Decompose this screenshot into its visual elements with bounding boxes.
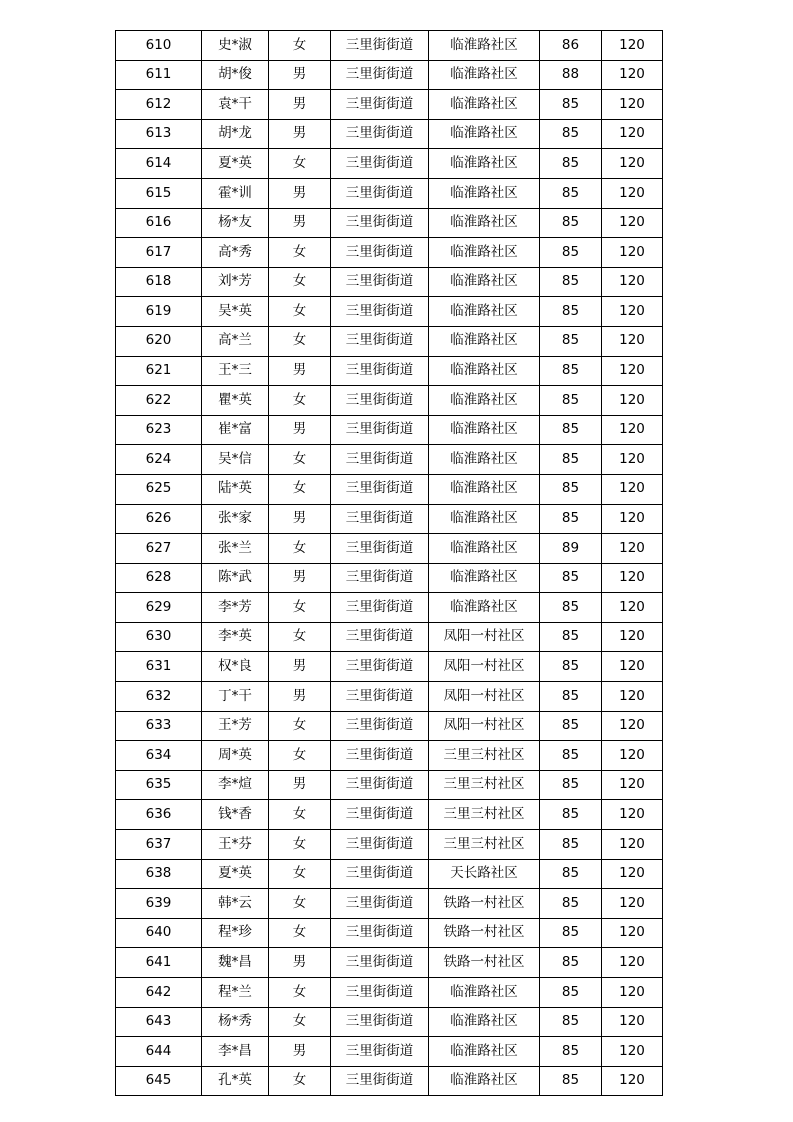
table-row <box>116 889 663 919</box>
table-row <box>116 978 663 1008</box>
amount-cell: 120 <box>602 682 663 712</box>
age-cell: 85 <box>540 1037 602 1067</box>
table-row <box>116 652 663 682</box>
table-row <box>116 386 663 416</box>
name-cell: 崔*富 <box>202 415 269 445</box>
street-cell: 三里街街道 <box>331 504 429 534</box>
row-number-cell: 612 <box>116 90 202 120</box>
age-cell: 89 <box>540 534 602 564</box>
age-cell: 85 <box>540 830 602 860</box>
name-cell: 高*兰 <box>202 326 269 356</box>
street-cell: 三里街街道 <box>331 31 429 61</box>
amount-cell: 120 <box>602 1066 663 1096</box>
table-row <box>116 859 663 889</box>
community-cell: 临淮路社区 <box>429 178 540 208</box>
gender-cell: 女 <box>269 622 331 652</box>
age-cell: 85 <box>540 770 602 800</box>
gender-cell: 女 <box>269 326 331 356</box>
amount-cell: 120 <box>602 741 663 771</box>
gender-cell: 女 <box>269 1066 331 1096</box>
name-cell: 李*芳 <box>202 593 269 623</box>
row-number-cell: 640 <box>116 918 202 948</box>
community-cell: 凤阳一村社区 <box>429 652 540 682</box>
community-cell: 临淮路社区 <box>429 1007 540 1037</box>
gender-cell: 女 <box>269 830 331 860</box>
gender-cell: 女 <box>269 800 331 830</box>
row-number-cell: 641 <box>116 948 202 978</box>
row-number-cell: 643 <box>116 1007 202 1037</box>
age-cell: 85 <box>540 356 602 386</box>
community-cell: 临淮路社区 <box>429 445 540 475</box>
name-cell: 韩*云 <box>202 889 269 919</box>
street-cell: 三里街街道 <box>331 800 429 830</box>
community-cell: 三里三村社区 <box>429 800 540 830</box>
table-row <box>116 1007 663 1037</box>
name-cell: 李*英 <box>202 622 269 652</box>
table-row <box>116 563 663 593</box>
amount-cell: 120 <box>602 504 663 534</box>
name-cell: 杨*友 <box>202 208 269 238</box>
name-cell: 李*昌 <box>202 1037 269 1067</box>
gender-cell: 男 <box>269 504 331 534</box>
name-cell: 王*芳 <box>202 711 269 741</box>
table-row <box>116 31 663 61</box>
name-cell: 程*珍 <box>202 918 269 948</box>
gender-cell: 女 <box>269 31 331 61</box>
gender-cell: 男 <box>269 682 331 712</box>
row-number-cell: 633 <box>116 711 202 741</box>
gender-cell: 女 <box>269 711 331 741</box>
street-cell: 三里街街道 <box>331 563 429 593</box>
street-cell: 三里街街道 <box>331 1066 429 1096</box>
age-cell: 85 <box>540 474 602 504</box>
amount-cell: 120 <box>602 918 663 948</box>
table-row <box>116 474 663 504</box>
row-number-cell: 627 <box>116 534 202 564</box>
amount-cell: 120 <box>602 297 663 327</box>
table-row <box>116 356 663 386</box>
amount-cell: 120 <box>602 326 663 356</box>
amount-cell: 120 <box>602 31 663 61</box>
table-row <box>116 238 663 268</box>
community-cell: 凤阳一村社区 <box>429 711 540 741</box>
amount-cell: 120 <box>602 149 663 179</box>
name-cell: 陆*英 <box>202 474 269 504</box>
row-number-cell: 631 <box>116 652 202 682</box>
community-cell: 临淮路社区 <box>429 415 540 445</box>
community-cell: 天长路社区 <box>429 859 540 889</box>
row-number-cell: 636 <box>116 800 202 830</box>
amount-cell: 120 <box>602 770 663 800</box>
row-number-cell: 611 <box>116 60 202 90</box>
street-cell: 三里街街道 <box>331 208 429 238</box>
row-number-cell: 619 <box>116 297 202 327</box>
amount-cell: 120 <box>602 948 663 978</box>
table-row <box>116 830 663 860</box>
gender-cell: 男 <box>269 178 331 208</box>
name-cell: 刘*芳 <box>202 267 269 297</box>
table-row <box>116 711 663 741</box>
community-cell: 铁路一村社区 <box>429 918 540 948</box>
community-cell: 临淮路社区 <box>429 1037 540 1067</box>
table-row <box>116 149 663 179</box>
street-cell: 三里街街道 <box>331 119 429 149</box>
community-cell: 三里三村社区 <box>429 770 540 800</box>
age-cell: 85 <box>540 889 602 919</box>
amount-cell: 120 <box>602 208 663 238</box>
name-cell: 杨*秀 <box>202 1007 269 1037</box>
row-number-cell: 621 <box>116 356 202 386</box>
name-cell: 高*秀 <box>202 238 269 268</box>
street-cell: 三里街街道 <box>331 682 429 712</box>
age-cell: 85 <box>540 178 602 208</box>
age-cell: 85 <box>540 682 602 712</box>
age-cell: 85 <box>540 119 602 149</box>
row-number-cell: 637 <box>116 830 202 860</box>
gender-cell: 男 <box>269 60 331 90</box>
age-cell: 85 <box>540 800 602 830</box>
community-cell: 三里三村社区 <box>429 741 540 771</box>
amount-cell: 120 <box>602 1037 663 1067</box>
age-cell: 85 <box>540 445 602 475</box>
row-number-cell: 635 <box>116 770 202 800</box>
age-cell: 85 <box>540 1066 602 1096</box>
community-cell: 临淮路社区 <box>429 978 540 1008</box>
row-number-cell: 625 <box>116 474 202 504</box>
row-number-cell: 629 <box>116 593 202 623</box>
gender-cell: 男 <box>269 948 331 978</box>
street-cell: 三里街街道 <box>331 741 429 771</box>
age-cell: 85 <box>540 622 602 652</box>
name-cell: 张*家 <box>202 504 269 534</box>
amount-cell: 120 <box>602 474 663 504</box>
community-cell: 临淮路社区 <box>429 90 540 120</box>
street-cell: 三里街街道 <box>331 889 429 919</box>
street-cell: 三里街街道 <box>331 415 429 445</box>
gender-cell: 女 <box>269 149 331 179</box>
community-cell: 临淮路社区 <box>429 267 540 297</box>
name-cell: 袁*干 <box>202 90 269 120</box>
row-number-cell: 639 <box>116 889 202 919</box>
community-cell: 临淮路社区 <box>429 563 540 593</box>
street-cell: 三里街街道 <box>331 859 429 889</box>
name-cell: 霍*训 <box>202 178 269 208</box>
age-cell: 85 <box>540 593 602 623</box>
name-cell: 瞿*英 <box>202 386 269 416</box>
row-number-cell: 644 <box>116 1037 202 1067</box>
amount-cell: 120 <box>602 60 663 90</box>
table-row <box>116 948 663 978</box>
amount-cell: 120 <box>602 534 663 564</box>
street-cell: 三里街街道 <box>331 918 429 948</box>
age-cell: 85 <box>540 208 602 238</box>
age-cell: 85 <box>540 386 602 416</box>
name-cell: 丁*干 <box>202 682 269 712</box>
community-cell: 临淮路社区 <box>429 297 540 327</box>
age-cell: 85 <box>540 90 602 120</box>
community-cell: 临淮路社区 <box>429 534 540 564</box>
age-cell: 85 <box>540 711 602 741</box>
street-cell: 三里街街道 <box>331 90 429 120</box>
row-number-cell: 632 <box>116 682 202 712</box>
roster-table <box>115 30 663 1096</box>
row-number-cell: 645 <box>116 1066 202 1096</box>
name-cell: 史*淑 <box>202 31 269 61</box>
name-cell: 程*兰 <box>202 978 269 1008</box>
gender-cell: 女 <box>269 889 331 919</box>
street-cell: 三里街街道 <box>331 149 429 179</box>
street-cell: 三里街街道 <box>331 356 429 386</box>
community-cell: 凤阳一村社区 <box>429 682 540 712</box>
table-row <box>116 297 663 327</box>
community-cell: 临淮路社区 <box>429 208 540 238</box>
table-row <box>116 593 663 623</box>
name-cell: 王*芬 <box>202 830 269 860</box>
gender-cell: 男 <box>269 415 331 445</box>
street-cell: 三里街街道 <box>331 386 429 416</box>
street-cell: 三里街街道 <box>331 474 429 504</box>
age-cell: 85 <box>540 978 602 1008</box>
amount-cell: 120 <box>602 1007 663 1037</box>
age-cell: 85 <box>540 297 602 327</box>
row-number-cell: 642 <box>116 978 202 1008</box>
row-number-cell: 613 <box>116 119 202 149</box>
name-cell: 钱*香 <box>202 800 269 830</box>
community-cell: 临淮路社区 <box>429 60 540 90</box>
age-cell: 88 <box>540 60 602 90</box>
name-cell: 周*英 <box>202 741 269 771</box>
gender-cell: 女 <box>269 534 331 564</box>
community-cell: 临淮路社区 <box>429 31 540 61</box>
table-row <box>116 504 663 534</box>
street-cell: 三里街街道 <box>331 326 429 356</box>
table-row <box>116 445 663 475</box>
row-number-cell: 617 <box>116 238 202 268</box>
age-cell: 85 <box>540 859 602 889</box>
community-cell: 临淮路社区 <box>429 356 540 386</box>
table-row <box>116 682 663 712</box>
row-number-cell: 634 <box>116 741 202 771</box>
street-cell: 三里街街道 <box>331 622 429 652</box>
age-cell: 85 <box>540 741 602 771</box>
gender-cell: 女 <box>269 1007 331 1037</box>
table-row <box>116 178 663 208</box>
street-cell: 三里街街道 <box>331 267 429 297</box>
street-cell: 三里街街道 <box>331 593 429 623</box>
age-cell: 85 <box>540 652 602 682</box>
age-cell: 86 <box>540 31 602 61</box>
street-cell: 三里街街道 <box>331 297 429 327</box>
gender-cell: 女 <box>269 741 331 771</box>
age-cell: 85 <box>540 149 602 179</box>
street-cell: 三里街街道 <box>331 1037 429 1067</box>
street-cell: 三里街街道 <box>331 770 429 800</box>
street-cell: 三里街街道 <box>331 830 429 860</box>
age-cell: 85 <box>540 563 602 593</box>
row-number-cell: 610 <box>116 31 202 61</box>
gender-cell: 男 <box>269 90 331 120</box>
age-cell: 85 <box>540 238 602 268</box>
name-cell: 孔*英 <box>202 1066 269 1096</box>
row-number-cell: 620 <box>116 326 202 356</box>
amount-cell: 120 <box>602 445 663 475</box>
table-row <box>116 770 663 800</box>
gender-cell: 女 <box>269 267 331 297</box>
table-row <box>116 1037 663 1067</box>
street-cell: 三里街街道 <box>331 1007 429 1037</box>
community-cell: 临淮路社区 <box>429 119 540 149</box>
name-cell: 夏*英 <box>202 149 269 179</box>
row-number-cell: 624 <box>116 445 202 475</box>
row-number-cell: 623 <box>116 415 202 445</box>
amount-cell: 120 <box>602 978 663 1008</box>
name-cell: 魏*昌 <box>202 948 269 978</box>
amount-cell: 120 <box>602 238 663 268</box>
row-number-cell: 622 <box>116 386 202 416</box>
gender-cell: 女 <box>269 474 331 504</box>
amount-cell: 120 <box>602 386 663 416</box>
table-row <box>116 208 663 238</box>
community-cell: 临淮路社区 <box>429 238 540 268</box>
name-cell: 吴*英 <box>202 297 269 327</box>
street-cell: 三里街街道 <box>331 948 429 978</box>
gender-cell: 男 <box>269 208 331 238</box>
table-row <box>116 918 663 948</box>
amount-cell: 120 <box>602 889 663 919</box>
row-number-cell: 614 <box>116 149 202 179</box>
amount-cell: 120 <box>602 830 663 860</box>
name-cell: 吴*信 <box>202 445 269 475</box>
amount-cell: 120 <box>602 415 663 445</box>
row-number-cell: 628 <box>116 563 202 593</box>
age-cell: 85 <box>540 1007 602 1037</box>
street-cell: 三里街街道 <box>331 60 429 90</box>
community-cell: 三里三村社区 <box>429 830 540 860</box>
street-cell: 三里街街道 <box>331 534 429 564</box>
table-row <box>116 60 663 90</box>
gender-cell: 女 <box>269 238 331 268</box>
gender-cell: 男 <box>269 652 331 682</box>
gender-cell: 女 <box>269 978 331 1008</box>
amount-cell: 120 <box>602 622 663 652</box>
table-row <box>116 119 663 149</box>
age-cell: 85 <box>540 415 602 445</box>
amount-cell: 120 <box>602 859 663 889</box>
street-cell: 三里街街道 <box>331 178 429 208</box>
gender-cell: 女 <box>269 859 331 889</box>
name-cell: 张*兰 <box>202 534 269 564</box>
gender-cell: 男 <box>269 1037 331 1067</box>
age-cell: 85 <box>540 948 602 978</box>
gender-cell: 男 <box>269 563 331 593</box>
row-number-cell: 616 <box>116 208 202 238</box>
gender-cell: 女 <box>269 593 331 623</box>
age-cell: 85 <box>540 267 602 297</box>
street-cell: 三里街街道 <box>331 445 429 475</box>
age-cell: 85 <box>540 918 602 948</box>
table-row <box>116 326 663 356</box>
gender-cell: 男 <box>269 770 331 800</box>
amount-cell: 120 <box>602 711 663 741</box>
gender-cell: 男 <box>269 356 331 386</box>
street-cell: 三里街街道 <box>331 978 429 1008</box>
gender-cell: 女 <box>269 918 331 948</box>
amount-cell: 120 <box>602 90 663 120</box>
name-cell: 夏*英 <box>202 859 269 889</box>
street-cell: 三里街街道 <box>331 238 429 268</box>
table-row <box>116 622 663 652</box>
amount-cell: 120 <box>602 119 663 149</box>
age-cell: 85 <box>540 504 602 534</box>
age-cell: 85 <box>540 326 602 356</box>
street-cell: 三里街街道 <box>331 711 429 741</box>
row-number-cell: 638 <box>116 859 202 889</box>
gender-cell: 女 <box>269 445 331 475</box>
table-row <box>116 267 663 297</box>
amount-cell: 120 <box>602 800 663 830</box>
name-cell: 权*良 <box>202 652 269 682</box>
name-cell: 陈*武 <box>202 563 269 593</box>
community-cell: 铁路一村社区 <box>429 889 540 919</box>
gender-cell: 女 <box>269 297 331 327</box>
table-row <box>116 741 663 771</box>
name-cell: 李*煊 <box>202 770 269 800</box>
community-cell: 临淮路社区 <box>429 474 540 504</box>
amount-cell: 120 <box>602 267 663 297</box>
community-cell: 临淮路社区 <box>429 504 540 534</box>
name-cell: 王*三 <box>202 356 269 386</box>
amount-cell: 120 <box>602 178 663 208</box>
amount-cell: 120 <box>602 652 663 682</box>
name-cell: 胡*龙 <box>202 119 269 149</box>
community-cell: 临淮路社区 <box>429 593 540 623</box>
row-number-cell: 626 <box>116 504 202 534</box>
street-cell: 三里街街道 <box>331 652 429 682</box>
community-cell: 临淮路社区 <box>429 149 540 179</box>
roster-table-body <box>116 31 663 1096</box>
row-number-cell: 615 <box>116 178 202 208</box>
community-cell: 铁路一村社区 <box>429 948 540 978</box>
row-number-cell: 618 <box>116 267 202 297</box>
amount-cell: 120 <box>602 563 663 593</box>
row-number-cell: 630 <box>116 622 202 652</box>
name-cell: 胡*俊 <box>202 60 269 90</box>
gender-cell: 女 <box>269 386 331 416</box>
community-cell: 临淮路社区 <box>429 386 540 416</box>
table-row <box>116 534 663 564</box>
community-cell: 凤阳一村社区 <box>429 622 540 652</box>
table-row <box>116 90 663 120</box>
amount-cell: 120 <box>602 356 663 386</box>
gender-cell: 男 <box>269 119 331 149</box>
table-row <box>116 800 663 830</box>
community-cell: 临淮路社区 <box>429 1066 540 1096</box>
community-cell: 临淮路社区 <box>429 326 540 356</box>
table-row <box>116 415 663 445</box>
table-row <box>116 1066 663 1096</box>
amount-cell: 120 <box>602 593 663 623</box>
